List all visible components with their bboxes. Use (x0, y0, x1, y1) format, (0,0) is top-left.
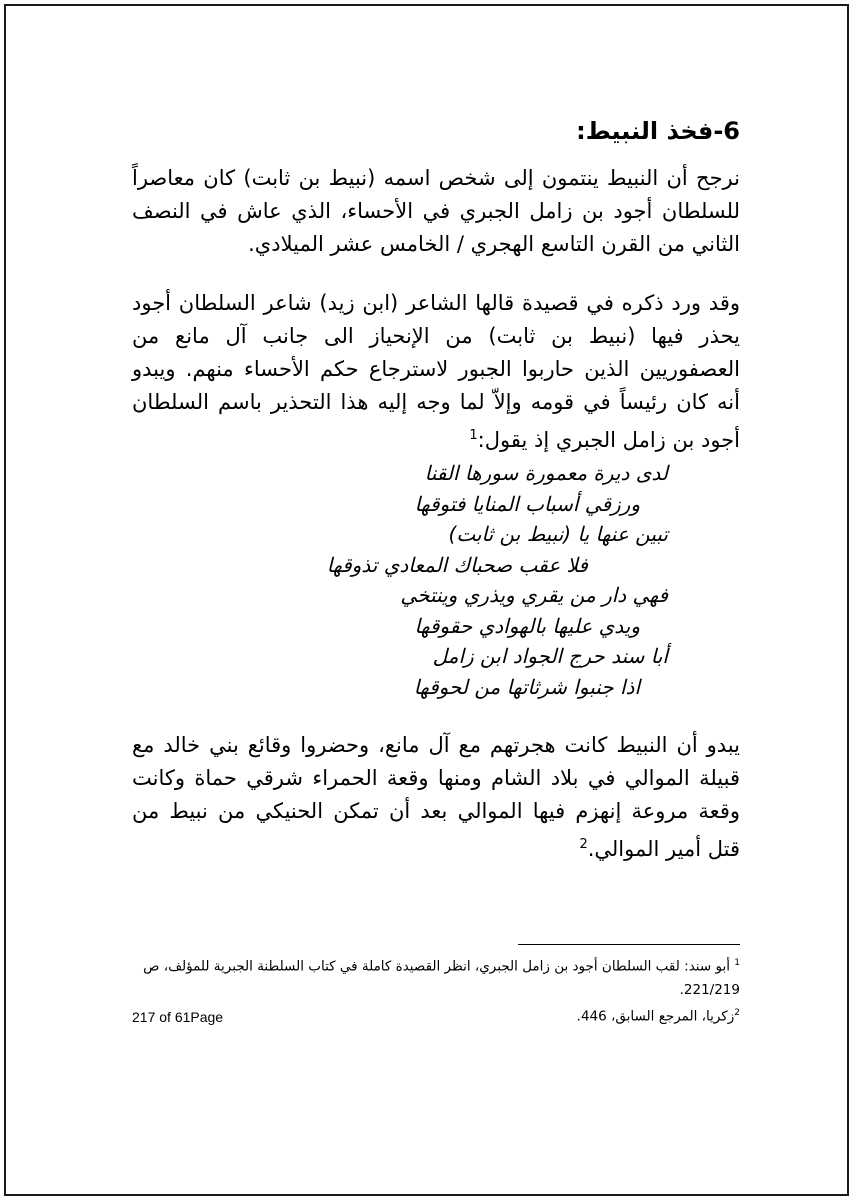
section-heading: 6-فخذ النبيط: (576, 117, 740, 145)
footnote-ref-2[interactable]: 2 (579, 837, 588, 852)
page-number: 217 of 61Page (132, 1009, 224, 1025)
poem-line: أبا سند حرج الجواد ابن زامل (432, 644, 668, 668)
paragraph-3 (132, 729, 740, 866)
footnote-ref-1[interactable]: 1 (469, 428, 478, 443)
footnotes (132, 952, 740, 1028)
poem-line: فهي دار من يقري ويذري وينتخي (400, 583, 668, 607)
poem-line: لدى ديرة معمورة سورها القنا (424, 461, 668, 485)
poem-line: ورزقي أسباب المنايا فتوقها (414, 491, 640, 516)
footnote-separator (518, 944, 740, 945)
footnote-1-text: أبو سند: لقب السلطان أجود بن زامل الجبري، انظر القصيدة كاملة في كتاب السلطنة الجبرية للمؤلف، ص 221/219. (143, 958, 740, 998)
paragraph-1 (132, 162, 740, 261)
footnote-2 (132, 1002, 740, 1029)
paragraph-2 (132, 287, 740, 457)
poem-line: ويدي عليها بالهوادي حقوقها (414, 613, 640, 638)
footnote-2-marker: 2 (734, 1007, 740, 1018)
poem-block (188, 458, 668, 702)
paragraph-2-text: وقد ورد ذكره في قصيدة قالها الشاعر (ابن زيد) شاعر السلطان أجود يحذر فيها (نبيط بن ثابت) من الإنحياز الى جانب آل مانع من العصفوريين الذين حاربوا الجبور لاسترجاع حكم الأحساء منهم. ويبدو أنه كان رئيساً في قومه وإلاّ لما وجه إليه هذا التحذير باسم السلطان أجود بن زامل الجبري إذ يقول: (132, 291, 740, 452)
poem-line: اذا جنبوا شرثاتها من لحوقها (413, 674, 640, 699)
poem-line: تبين عنها يا (نبيط بن ثابت) (448, 522, 668, 546)
poem-line: فلا عقب صحباك المعادي تذوقها (326, 552, 588, 577)
paragraph-3-text: يبدو أن النبيط كانت هجرتهم مع آل مانع، وحضروا وقائع بني خالد مع قبيلة الموالي في بلاد الشام ومنها وقعة الحمراء شرقي حماة وكانت وقعة مروعة إنهزم فيها الموالي بعد أن تمكن الحنيكي من نبيط من قتل أمير الموالي. (132, 733, 740, 861)
footnote-1 (132, 952, 740, 1002)
paragraph-1-text: نرجح أن النبيط ينتمون إلى شخص اسمه (نبيط بن ثابت) كان معاصراً للسلطان أجود بن زامل الجبري في الأحساء، الذي عاش في النصف الثاني من القرن التاسع الهجري / الخامس عشر الميلادي. (132, 166, 740, 256)
footnote-2-text: زكريا، المرجع السابق، 446. (576, 1008, 735, 1024)
footnote-1-marker: 1 (734, 958, 740, 968)
page-frame (4, 4, 849, 1196)
